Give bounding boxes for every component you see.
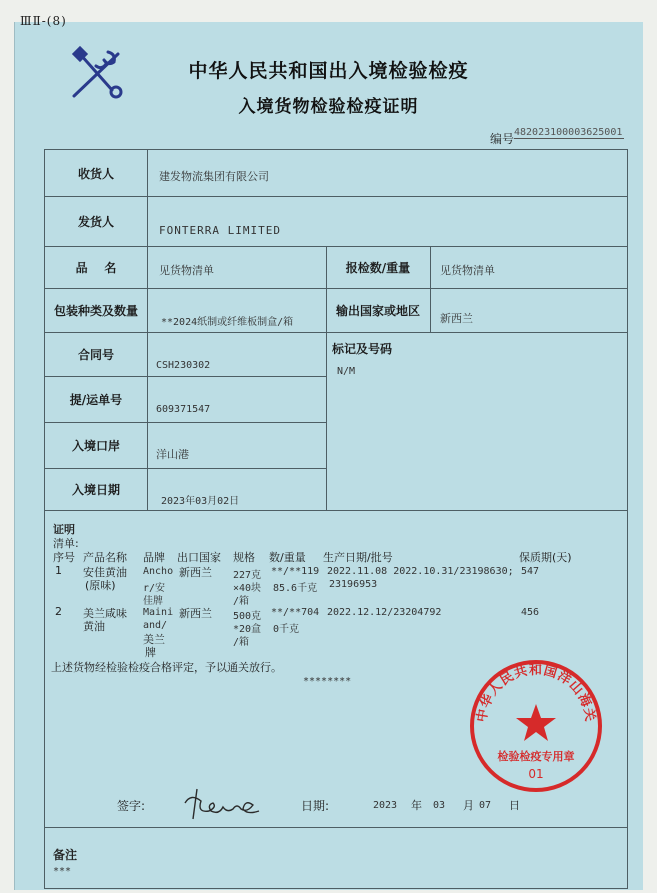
port-value: 洋山港: [156, 448, 189, 461]
item-1-brand: 佳牌: [143, 596, 163, 607]
item-2-brand: 美兰: [143, 633, 165, 646]
col-brand: 品牌: [143, 551, 165, 564]
col-batch: 生产日期/批号: [323, 551, 393, 564]
product-label: 品 名: [75, 260, 117, 275]
packaging-label: 包装种类及数量: [53, 303, 138, 318]
item-1-brand: r/安: [143, 583, 166, 594]
origin-label: 输出国家或地区: [335, 303, 420, 318]
handwritten-signature: [175, 785, 285, 825]
marks-label: 标记及号码: [332, 341, 393, 356]
col-qty: 数/重量: [269, 551, 306, 564]
item-2-no: 2: [55, 605, 62, 618]
item-2-shelf: 456: [521, 607, 540, 618]
quantity-value: 见货物清单: [440, 264, 495, 277]
seal-bottom-text: 检验检疫专用章: [497, 750, 575, 763]
col-spec: 规格: [233, 551, 255, 564]
document-subtitle: 入境货物检验检疫证明: [238, 97, 419, 117]
item-2-qty: 0千克: [273, 624, 300, 635]
col-name: 产品名称: [83, 551, 127, 564]
item-1-no: 1: [55, 564, 62, 577]
item-1-shelf: 547: [521, 566, 540, 577]
sign-day: 07: [479, 800, 492, 811]
contract-label: 合同号: [77, 347, 114, 362]
item-1-brand: Ancho: [143, 566, 174, 577]
item-2-qty: **/**704: [271, 607, 320, 618]
contract-value: CSH230302: [156, 360, 211, 371]
item-2-spec: *20盒: [233, 624, 262, 635]
entry-date-value: 2023年03月02日: [161, 496, 240, 507]
item-2-name: 美兰咸味: [83, 607, 127, 620]
sign-month: 03: [433, 800, 446, 811]
packaging-value: **2024纸制或纤维板制盒/箱: [161, 317, 294, 328]
signature-label: 签字:: [117, 799, 146, 813]
document-title: 中华人民共和国出入境检验检疫: [188, 60, 469, 82]
item-2-brand: 牌: [145, 646, 156, 659]
item-2-name: 黄油: [83, 620, 105, 633]
consignee-value: 建发物流集团有限公司: [159, 170, 269, 183]
item-2-brand: and/: [143, 620, 168, 631]
quantity-label: 报检数/重量: [345, 260, 411, 275]
sign-year: 2023: [373, 800, 398, 811]
sign-day-unit: 日: [509, 799, 520, 812]
item-1-name: 安佳黄油: [83, 566, 127, 579]
item-1-batch: 23196953: [329, 579, 378, 590]
seal-number: 01: [528, 767, 544, 781]
notes-section: [44, 827, 628, 889]
item-2-spec: /箱: [233, 637, 250, 648]
item-1-spec: /箱: [233, 596, 250, 607]
item-2-spec: 500克: [233, 611, 262, 622]
consignor-label: 发货人: [77, 214, 114, 229]
marks-value: N/M: [337, 366, 356, 377]
port-label: 入境口岸: [71, 438, 120, 453]
origin-value: 新西兰: [440, 312, 473, 325]
stars-line: ********: [303, 676, 352, 687]
seal-top-text: 中华人民共和国洋山海关: [474, 663, 598, 724]
col-no: 序号: [53, 551, 75, 564]
entry-date-label: 入境日期: [71, 482, 120, 497]
list-heading: 清单:: [53, 537, 79, 550]
notes-label: 备注: [53, 848, 78, 862]
bill-of-lading-label: 提/运单号: [69, 392, 123, 407]
item-1-spec: ×40块: [233, 583, 262, 594]
col-country: 出口国家: [177, 551, 221, 564]
certificate-heading: 证明: [53, 523, 75, 536]
item-2-country: 新西兰: [179, 607, 212, 620]
handwritten-note: ⅢⅡ-(8): [20, 14, 67, 28]
bill-of-lading-value: 609371547: [156, 404, 211, 415]
notes-value: ***: [53, 866, 72, 877]
clearance-statement: 上述货物经检验检疫合格评定，予以通关放行。: [51, 661, 282, 674]
item-2-batch: 2022.12.12/23204792: [327, 607, 442, 618]
product-value: 见货物清单: [159, 264, 214, 277]
item-1-name: (原味): [85, 579, 116, 592]
cert-number: 482023100003625001: [514, 127, 623, 138]
item-1-spec: 227克: [233, 570, 262, 581]
item-1-country: 新西兰: [179, 566, 212, 579]
official-seal-stamp: [466, 656, 606, 796]
consignor-value: FONTERRA LIMITED: [159, 224, 281, 237]
col-shelf: 保质期(天): [519, 551, 572, 564]
item-1-batch: 2022.11.08 2022.10.31/23198630;: [327, 566, 514, 577]
date-label: 日期:: [301, 799, 330, 813]
item-1-qty: 85.6千克: [273, 583, 318, 594]
cert-number-label: 编号: [490, 132, 515, 146]
sign-month-unit: 月: [463, 799, 474, 812]
consignee-label: 收货人: [77, 166, 114, 181]
form-table: [44, 149, 628, 511]
sign-year-unit: 年: [411, 799, 422, 812]
item-1-qty: **/**119: [271, 566, 320, 577]
item-2-brand: Maini: [143, 607, 174, 618]
